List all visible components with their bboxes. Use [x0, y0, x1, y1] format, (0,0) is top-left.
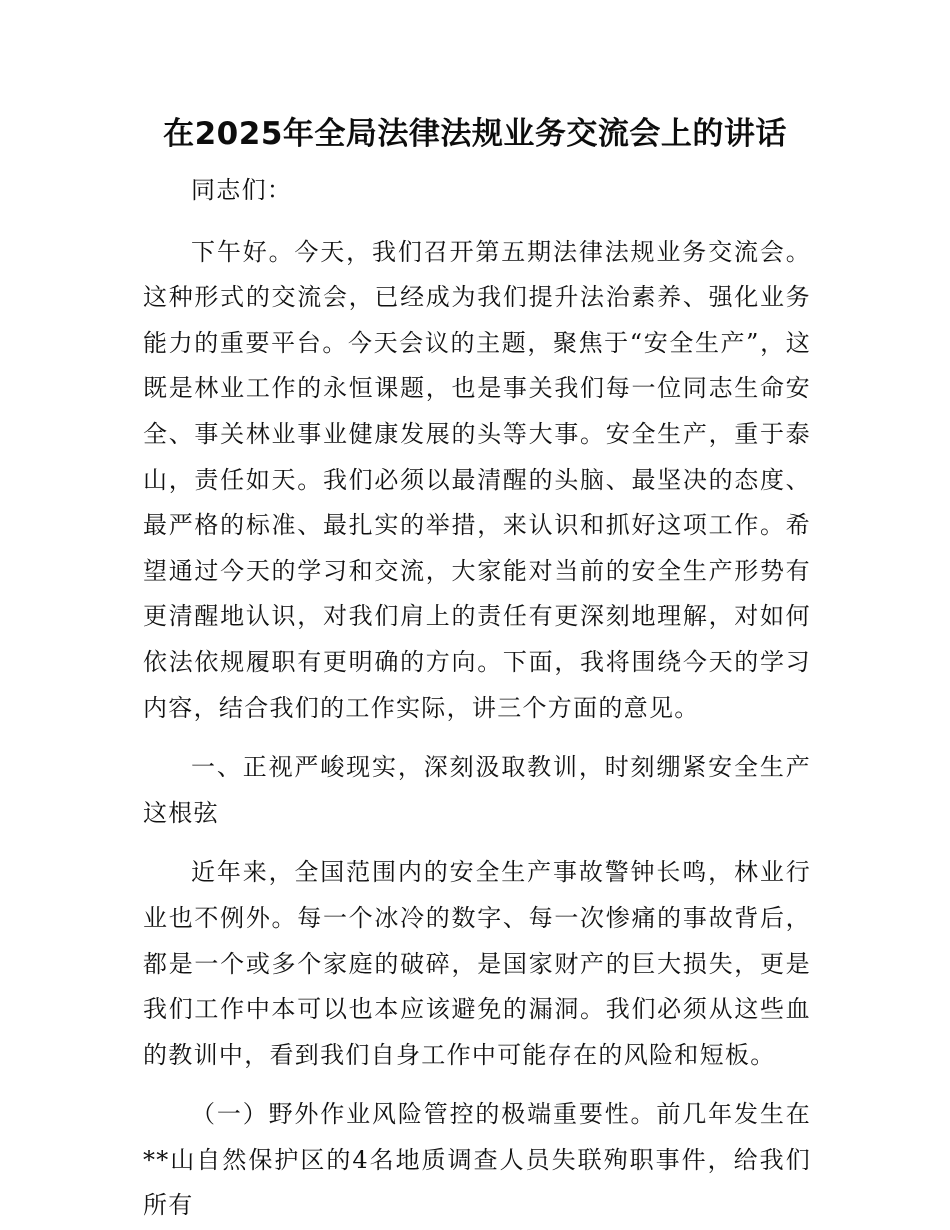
- section-heading-1: 一、正视严峻现实，深刻汲取教训，时刻绷紧安全生产这根弦: [143, 753, 811, 827]
- subsection-heading-1: （一）野外作业风险管控的极端重要性。前几年发生在**山自然保护区的4名地质调查人员失联殉职事件，给我们所有: [143, 1100, 811, 1220]
- paragraph-opening: 下午好。今天，我们召开第五期法律法规业务交流会。这种形式的交流会，已经成为我们提升法治素养、强化业务能力的重要平台。今天会议的主题，聚焦于“安全生产”，这既是林业工作的永恒课题，也是事关我们每一位同志生命安全、事关林业事业健康发展的头等大事。安全生产，重于泰山，责任如天。我们必须以最清醒的头脑、最坚决的态度、最严格的标准、最扎实的举措，来认识和抓好这项工作。希望通过今天的学习和交流，大家能对当前的安全生产形势有更清醒地认识，对我们肩上的责任有更深刻地理解，对如何依法依规履职有更明确的方向。下面，我将围绕今天的学习内容，结合我们的工作实际，讲三个方面的意见。: [143, 237, 811, 722]
- paragraph-context: 近年来，全国范围内的安全生产事故警钟长鸣，林业行业也不例外。每一个冰冷的数字、每一次惨痛的事故背后，都是一个或多个家庭的破碎，是国家财产的巨大损失，更是我们工作中本可以也本应该避免的漏洞。我们必须从这些血的教训中，看到我们自身工作中可能存在的风险和短板。: [143, 858, 811, 1069]
- document-body: [143, 168, 811, 1229]
- salutation: 同志们：: [191, 176, 293, 204]
- document-title: 在2025年全局法律法规业务交流会上的讲话: [163, 116, 787, 152]
